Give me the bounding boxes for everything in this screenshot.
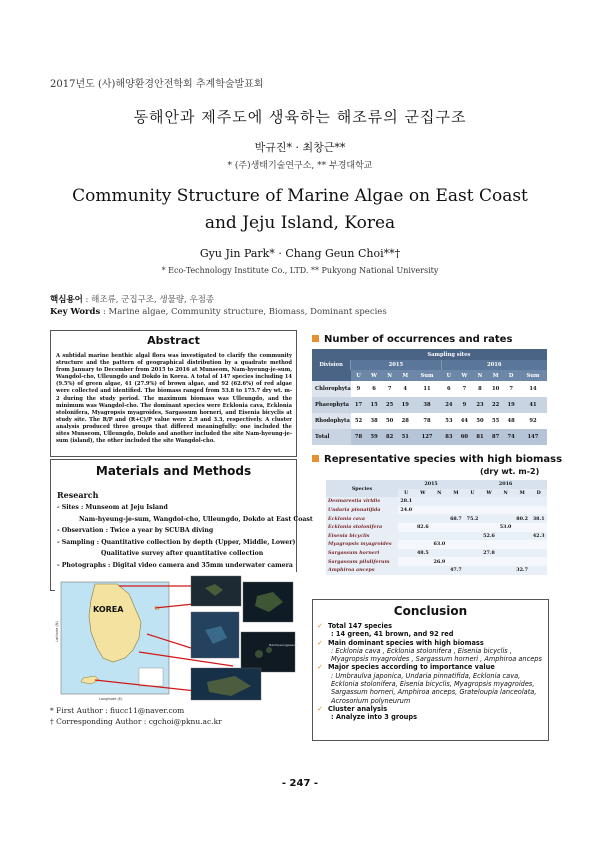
- table-cell: 17: [351, 397, 367, 413]
- table-cell: 42.3: [530, 532, 547, 541]
- species-name: Amphiroa anceps: [326, 566, 398, 575]
- checkmark-icon: ✓: [317, 622, 323, 630]
- methods-item: Nam-hyeung-je-sum, Wangdol-cho, Ulleungdo, Dokdo at East Coast: [79, 515, 313, 523]
- korean-affiliation: * (주)생태기술연구소, ** 부경대학교: [227, 161, 373, 171]
- table-cell: 27.8: [481, 549, 498, 558]
- table-cell: [481, 506, 498, 515]
- table-cell: 51: [397, 429, 413, 445]
- table-cell: [464, 506, 481, 515]
- table-cell: [415, 540, 432, 549]
- year-header: 2015: [351, 360, 441, 370]
- occurrences-heading-text: Number of occurrences and rates: [324, 334, 513, 345]
- table-row: [312, 381, 547, 397]
- table-cell: 80.2: [514, 514, 531, 523]
- table-cell: [514, 557, 531, 566]
- map-yaxis-label: Latitude (N): [55, 621, 59, 642]
- checkmark-icon: ✓: [317, 638, 323, 647]
- table-cell: [481, 566, 498, 575]
- table-cell: [497, 557, 514, 566]
- table-cell: 48: [507, 418, 515, 424]
- abstract-title: Abstract: [147, 334, 200, 347]
- korean-title: 동해안과 제주도에 생육하는 해조류의 군집구조: [133, 108, 467, 126]
- column-header: M: [488, 370, 504, 381]
- table-cell: 53: [445, 418, 453, 424]
- map-xaxis-label: Longitude (E): [99, 697, 123, 701]
- biomass-table: [326, 480, 547, 575]
- column-header: N: [382, 370, 398, 381]
- species-name: Ecklonia cava: [326, 514, 398, 523]
- table-cell: 9: [356, 386, 361, 392]
- table-cell: [448, 540, 465, 549]
- table-cell: 83: [441, 429, 457, 445]
- conference-header: 2017년도 (사)해양환경안전학회 추계학술발표회: [50, 79, 264, 90]
- table-cell: [398, 549, 415, 558]
- map-legend: [139, 668, 163, 686]
- table-cell: [497, 497, 514, 506]
- column-header: D: [503, 370, 519, 381]
- table-row: [312, 429, 547, 445]
- methods-item: - Sites : Munseom at Jeju Island: [57, 504, 168, 511]
- table-cell: 24: [441, 397, 457, 413]
- table-cell: 28.1: [398, 497, 415, 506]
- table-cell: [448, 497, 465, 506]
- column-header: U: [464, 489, 481, 498]
- first-author-footnote: * First Author : fiucc11@naver.com: [50, 706, 185, 715]
- table-row: [326, 557, 547, 566]
- table-cell: [415, 497, 432, 506]
- column-header: W: [457, 370, 473, 381]
- occurrences-heading: [312, 334, 512, 345]
- table-cell: 7: [387, 386, 392, 392]
- row-label: Phaeophyta: [312, 397, 351, 413]
- table-cell: [448, 506, 465, 515]
- table-cell: 78: [423, 418, 431, 424]
- occurrences-table: [312, 349, 547, 445]
- species-header: Species: [326, 480, 398, 497]
- table-cell: 53.0: [497, 523, 514, 532]
- table-cell: 68.7: [448, 514, 465, 523]
- table-cell: [464, 540, 481, 549]
- table-cell: [398, 566, 415, 575]
- table-cell: 92: [529, 418, 537, 424]
- table-cell: [497, 506, 514, 515]
- conclusion-item: ✓ Cluster analysis: [317, 704, 388, 713]
- table-cell: 87: [488, 429, 504, 445]
- korean-authors: 박규진* · 최창근**: [254, 141, 346, 154]
- biomass-unit: (dry wt. m-2): [480, 467, 540, 476]
- english-keywords-text: : Marine algae, Community structure, Biomass, Dominant species: [100, 307, 387, 317]
- methods-item: Qualitative survey after quantitative collection: [101, 550, 264, 557]
- table-cell: 47.7: [448, 566, 465, 575]
- table-cell: 11: [423, 386, 431, 392]
- methods-item: - Observation : Twice a year by SCUBA diving: [57, 527, 214, 534]
- table-cell: [481, 557, 498, 566]
- biomass-heading: [312, 454, 562, 465]
- table-row: [312, 413, 547, 429]
- table-cell: 52: [354, 418, 363, 424]
- abstract-box: [50, 330, 297, 457]
- row-label: Total: [312, 429, 351, 445]
- table-cell: [415, 514, 432, 523]
- table-cell: 63.0: [431, 540, 448, 549]
- table-cell: [464, 557, 481, 566]
- table-row: [326, 566, 547, 575]
- table-cell: 127: [413, 429, 441, 445]
- table-cell: [481, 540, 498, 549]
- english-keywords: [50, 307, 387, 317]
- table-cell: 55: [491, 418, 500, 424]
- table-cell: 59: [366, 429, 382, 445]
- table-cell: 6: [447, 386, 451, 392]
- column-header: N: [472, 370, 488, 381]
- table-cell: [497, 540, 514, 549]
- species-name: Myagropsis myagroides: [326, 540, 398, 549]
- abstract-text: A subtidal marine benthic algal flora was investigated to clarify the community structure and the pattern of geographical distribution by a quadrate method from January to December from 2015 to 2016 at Munseom, Nam-hyeung-je-sum, Wangdol-cho, Ulleungdo and Dokdo in Korea. A total of 147 species including 14 (9.5%) of green algae, 41 (27.9%) of brown algae, and 92 (62.6%) of red algae were collected and identified. The biomass ranged from 53.8 to 175.7 dry wt. m-2 during the study period. The maximum biomass was Ulleungdo, and the minimum was Wangdol-cho. The dominant species were Ecklonia cava, Ecklonia stolonifera, Myagropsis myagroides, Sargassum horneri, and Eisenia bicyclis at study site. The R/P and (R+C)/P value were 2.9 and 3.3, respectively. A cluster analysis produced three groups that differed meaningfully: one included the sites Munseom, Ulleungdo, Dokdo and another included the site Nam-hyeung-je-sum (island), the other included the site Wangdol-cho.: [56, 353, 292, 445]
- table-cell: 81: [472, 429, 488, 445]
- table-cell: 44: [460, 418, 469, 424]
- table-cell: [415, 532, 432, 541]
- table-cell: 50: [386, 418, 394, 424]
- table-cell: [514, 506, 531, 515]
- table-cell: [514, 540, 531, 549]
- table-cell: [431, 523, 448, 532]
- table-cell: [481, 514, 498, 523]
- species-name: Undaria pinnatifida: [326, 506, 398, 515]
- column-header: D: [530, 489, 547, 498]
- column-header: M: [397, 370, 413, 381]
- inset-label: Namhyeongjeseom: [269, 643, 299, 647]
- methods-title: Materials and Methods: [95, 464, 252, 478]
- table-cell: [448, 549, 465, 558]
- table-cell: [431, 532, 448, 541]
- division-header: Division: [312, 349, 351, 381]
- bullet-square-icon: [312, 455, 319, 462]
- species-name: Sargassum piluliferum: [326, 557, 398, 566]
- table-cell: [448, 532, 465, 541]
- table-cell: [530, 566, 547, 575]
- research-label: Research: [57, 490, 99, 500]
- table-cell: [448, 523, 465, 532]
- column-header: Sum: [519, 370, 547, 381]
- table-cell: 82: [382, 429, 398, 445]
- conclusion-detail: : 14 green, 41 brown, and 92 red: [331, 630, 454, 639]
- table-cell: 14: [529, 386, 537, 392]
- species-name: Desmarestia viridis: [326, 497, 398, 506]
- table-cell: 75.2: [464, 514, 481, 523]
- korean-keywords-label: 핵심용어: [50, 295, 83, 305]
- english-authors: Gyu Jin Park* · Chang Geun Choi**†: [199, 247, 401, 260]
- sampling-sites-header: Sampling sites: [351, 349, 547, 360]
- conclusion-detail: : Umbraulva japonica, Undaria pinnatifida, Ecklonia cava, Ecklonia stolonifera, Eisenia bicyclis, Myagropsis myagroides, Sargassum horneri, Amphiroa anceps, Grateloupia lanceolata, Acrosorium polyneurum: [331, 671, 537, 705]
- table-cell: 52.6: [481, 532, 498, 541]
- table-cell: 78: [351, 429, 367, 445]
- column-header: Sum: [413, 370, 441, 381]
- column-header: W: [366, 370, 382, 381]
- table-cell: [481, 497, 498, 506]
- table-cell: 38.1: [530, 514, 547, 523]
- table-cell: 22: [488, 397, 504, 413]
- checkmark-icon: ✓: [317, 704, 323, 713]
- table-row: [326, 540, 547, 549]
- table-cell: [497, 566, 514, 575]
- species-name: Eisenia bicyclis: [326, 532, 398, 541]
- table-cell: [530, 506, 547, 515]
- conclusion-detail: : Ecklonia cava , Ecklonia stolonifera , Eisenia bicyclis , Myagropsis myagroides , Sargassum horneri , Amphiroa anceps: [331, 646, 542, 664]
- conclusion-title: Conclusion: [393, 604, 468, 618]
- biomass-heading-text: Representative species with high biomass: [324, 454, 563, 465]
- year-header: 2016: [464, 480, 547, 489]
- table-cell: 24.0: [398, 506, 415, 515]
- table-cell: [464, 532, 481, 541]
- column-header: N: [431, 489, 448, 498]
- column-header: W: [481, 489, 498, 498]
- table-cell: [514, 497, 531, 506]
- table-cell: [514, 549, 531, 558]
- table-row: [312, 397, 547, 413]
- page-number: - 247 -: [281, 778, 319, 789]
- methods-item: - Sampling : Quantitative collection by depth (Upper, Middle, Lower): [57, 538, 296, 546]
- table-cell: 60: [457, 429, 473, 445]
- table-cell: 19: [397, 397, 413, 413]
- table-cell: 74: [503, 429, 519, 445]
- table-cell: [464, 497, 481, 506]
- corresponding-author-footnote: † Corresponding Author : cgchoi@pknu.ac.kr: [50, 717, 222, 726]
- english-title: Community Structure of Marine Algae on East Coast and Jeju Island, Korea: [72, 186, 528, 233]
- conclusion-body: [317, 622, 547, 722]
- methods-item: - Photographs : Digital video camera and 35mm underwater camera: [57, 561, 293, 569]
- table-row: [326, 523, 547, 532]
- column-header: U: [351, 370, 367, 381]
- conclusion-item: ✓ Main dominant species with high biomass: [317, 638, 484, 647]
- table-cell: 19: [503, 397, 519, 413]
- table-cell: 38: [370, 418, 378, 424]
- table-cell: [464, 523, 481, 532]
- table-row: [326, 532, 547, 541]
- table-cell: [398, 523, 415, 532]
- column-header: W: [415, 489, 432, 498]
- table-cell: [398, 532, 415, 541]
- checkmark-icon: ✓: [317, 663, 323, 672]
- table-row: [326, 549, 547, 558]
- table-cell: [497, 549, 514, 558]
- table-cell: [431, 566, 448, 575]
- table-cell: 10: [491, 386, 500, 392]
- table-cell: 26.9: [431, 557, 448, 566]
- table-cell: 15: [366, 397, 382, 413]
- column-header: U: [398, 489, 415, 498]
- column-header: N: [497, 489, 514, 498]
- table-cell: [415, 506, 432, 515]
- table-cell: [431, 514, 448, 523]
- row-label: Chlorophyta: [312, 381, 351, 397]
- table-cell: 9: [457, 397, 473, 413]
- table-cell: [431, 506, 448, 515]
- korea-label: KOREA: [93, 605, 124, 614]
- species-name: Sargassum horneri: [326, 549, 398, 558]
- table-cell: 147: [519, 429, 547, 445]
- conclusion-item: ✓ Major species according to importance value: [317, 663, 495, 672]
- table-cell: [530, 557, 547, 566]
- conclusion-box: [312, 599, 549, 741]
- table-cell: [530, 497, 547, 506]
- table-cell: 8: [478, 386, 482, 392]
- table-cell: 25: [382, 397, 398, 413]
- english-affiliation: * Eco-Technology Institute Co., LTD. ** Pukyong National University: [161, 266, 439, 275]
- table-cell: [497, 514, 514, 523]
- table-cell: 4: [403, 386, 408, 392]
- table-cell: [398, 557, 415, 566]
- table-cell: [431, 549, 448, 558]
- table-cell: [464, 549, 481, 558]
- table-cell: [431, 497, 448, 506]
- table-row: [326, 514, 547, 523]
- table-cell: 6: [372, 386, 376, 392]
- bullet-square-icon: [312, 335, 319, 342]
- table-cell: [464, 566, 481, 575]
- row-label: Rhodophyta: [312, 413, 351, 429]
- conclusion-item: ✓ Total 147 species: [317, 622, 393, 630]
- table-cell: 7: [509, 386, 513, 392]
- table-cell: 38: [413, 397, 441, 413]
- table-cell: [514, 523, 531, 532]
- table-cell: [448, 557, 465, 566]
- table-cell: [398, 540, 415, 549]
- korean-keywords-text: : 해조류, 군집구조, 생물량, 우점종: [82, 295, 215, 305]
- table-cell: 48.5: [415, 549, 432, 558]
- table-row: [326, 506, 547, 515]
- table-cell: 23: [472, 397, 488, 413]
- table-cell: 82.6: [415, 523, 432, 532]
- table-cell: [514, 532, 531, 541]
- table-cell: [530, 540, 547, 549]
- year-header: 2016: [441, 360, 547, 370]
- table-cell: [398, 514, 415, 523]
- table-cell: 7: [462, 386, 467, 392]
- table-cell: 32.7: [514, 566, 531, 575]
- column-header: M: [514, 489, 531, 498]
- table-cell: [530, 549, 547, 558]
- study-site-map: [55, 572, 300, 702]
- conclusion-detail: : Analyze into 3 groups: [331, 713, 417, 722]
- table-cell: 41: [519, 397, 547, 413]
- table-cell: [530, 523, 547, 532]
- table-cell: [415, 557, 432, 566]
- methods-list: [57, 502, 313, 583]
- english-keywords-label: Key Words: [50, 307, 101, 317]
- column-header: M: [448, 489, 465, 498]
- table-cell: 50: [476, 418, 484, 424]
- table-cell: [415, 566, 432, 575]
- table-row: [326, 497, 547, 506]
- year-header: 2015: [398, 480, 464, 489]
- column-header: U: [441, 370, 457, 381]
- species-name: Ecklonia stolonifera: [326, 523, 398, 532]
- korean-keywords: [50, 293, 214, 305]
- table-cell: [497, 532, 514, 541]
- table-cell: [481, 523, 498, 532]
- table-cell: 28: [401, 418, 409, 424]
